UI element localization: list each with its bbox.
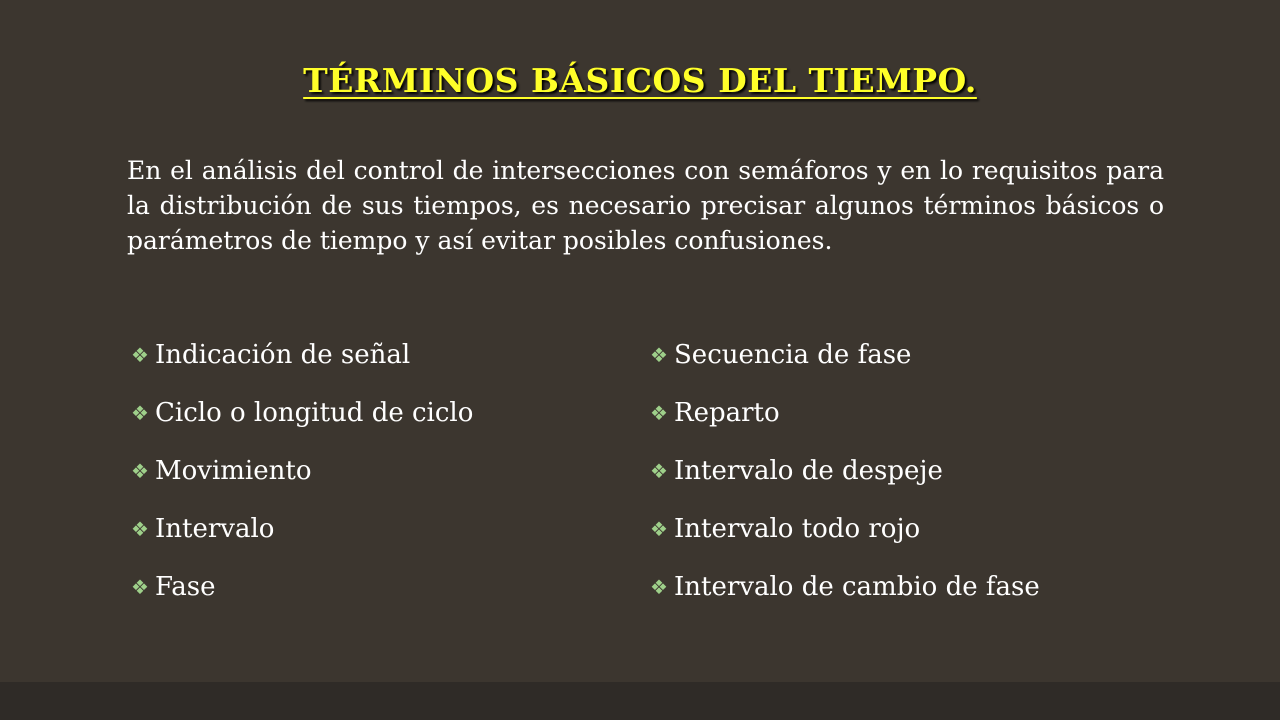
term-label: Movimiento — [155, 456, 312, 486]
list-item — [131, 384, 473, 442]
list-item — [650, 500, 1040, 558]
list-item — [131, 558, 473, 616]
list-item — [131, 500, 473, 558]
four-petal-diamond-icon: ❖ — [131, 401, 149, 425]
term-label: Secuencia de fase — [674, 340, 912, 370]
term-label: Intervalo de despeje — [674, 456, 943, 486]
terms-list-left — [131, 326, 473, 616]
terms-list-right — [650, 326, 1040, 616]
term-label: Intervalo todo rojo — [674, 514, 921, 544]
list-item — [650, 442, 1040, 500]
slide-title: TÉRMINOS BÁSICOS DEL TIEMPO. — [303, 61, 977, 100]
list-item — [650, 326, 1040, 384]
term-label: Fase — [155, 572, 216, 602]
term-label: Reparto — [674, 398, 780, 428]
four-petal-diamond-icon: ❖ — [650, 575, 668, 599]
list-item — [131, 442, 473, 500]
term-label: Ciclo o longitud de ciclo — [155, 398, 474, 428]
bottom-band — [0, 682, 1280, 720]
four-petal-diamond-icon: ❖ — [650, 401, 668, 425]
term-label: Intervalo de cambio de fase — [674, 572, 1040, 602]
term-label: Intervalo — [155, 514, 275, 544]
intro-paragraph: En el análisis del control de intersecciones con semáforos y en lo requisitos para la distribución de sus tiempos, es necesario precisar algunos términos básicos o parámetros de tiempo y así evitar posibles confusiones. — [127, 156, 1164, 255]
four-petal-diamond-icon: ❖ — [131, 459, 149, 483]
four-petal-diamond-icon: ❖ — [131, 517, 149, 541]
four-petal-diamond-icon: ❖ — [650, 517, 668, 541]
list-item — [650, 558, 1040, 616]
four-petal-diamond-icon: ❖ — [131, 343, 149, 367]
list-item — [131, 326, 473, 384]
four-petal-diamond-icon: ❖ — [131, 575, 149, 599]
four-petal-diamond-icon: ❖ — [650, 459, 668, 483]
four-petal-diamond-icon: ❖ — [650, 343, 668, 367]
term-label: Indicación de señal — [155, 340, 411, 370]
list-item — [650, 384, 1040, 442]
